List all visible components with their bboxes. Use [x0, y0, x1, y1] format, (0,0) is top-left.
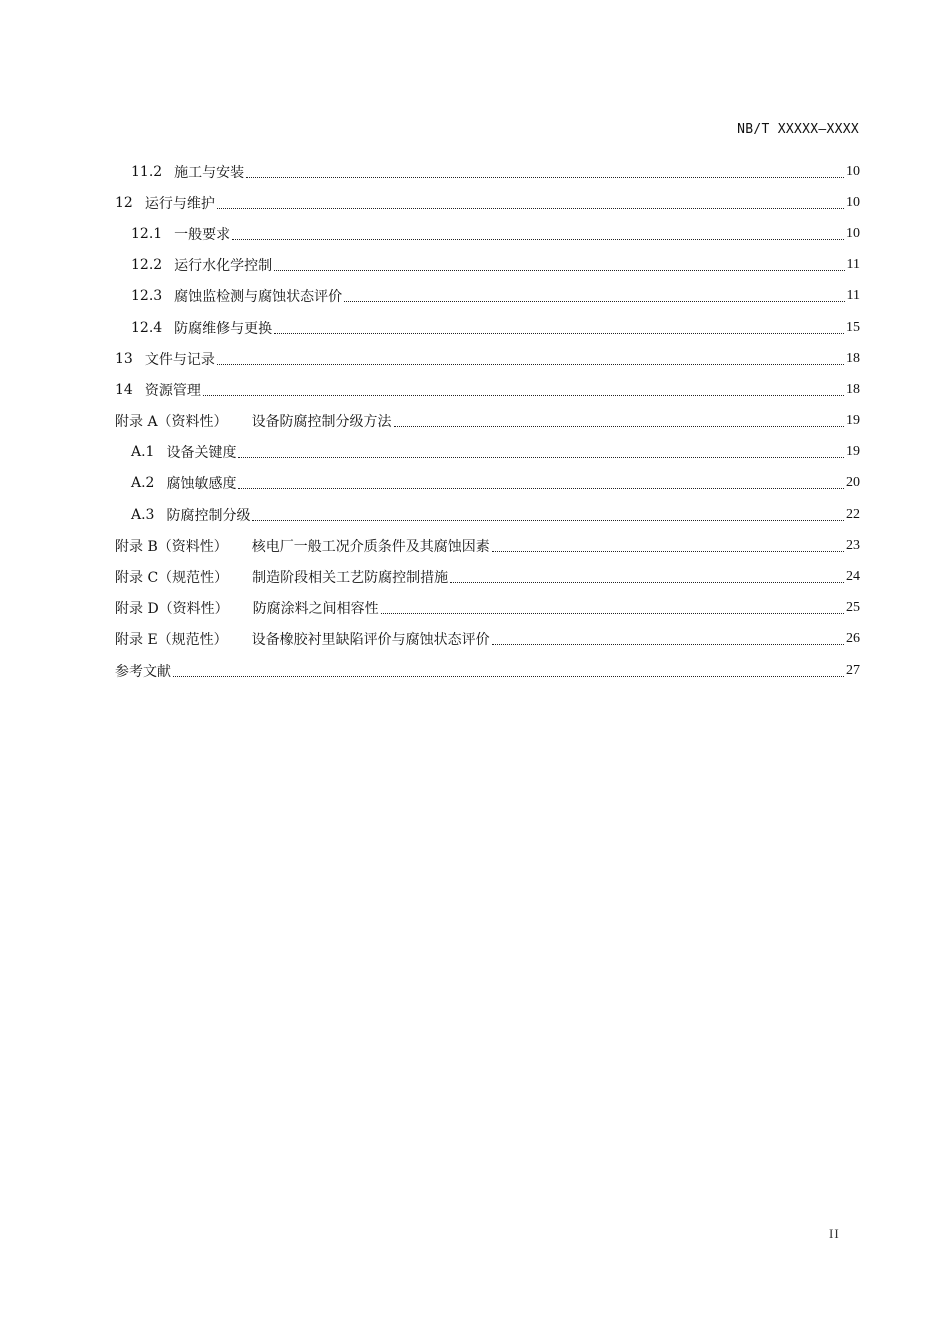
toc-entry-page: 24: [846, 569, 860, 585]
toc-entry-number: 12.3: [131, 288, 163, 305]
toc-leader-dots: [232, 238, 844, 240]
toc-entry-page: 19: [846, 413, 860, 429]
toc-leader-dots: [238, 487, 844, 489]
toc-entry-title: 防腐维修与更换: [174, 320, 273, 337]
toc-entry-appendix-a[interactable]: [115, 406, 860, 437]
toc-leader-dots: [344, 300, 844, 302]
toc-leader-dots: [492, 643, 844, 645]
toc-entry-13[interactable]: [115, 343, 860, 374]
toc-leader-dots: [238, 456, 844, 458]
toc-leader-dots: [217, 363, 844, 365]
toc-entry-number: 12.2: [131, 257, 163, 274]
toc-leader-dots: [394, 425, 844, 427]
toc-entry-page: 20: [846, 475, 860, 491]
toc-entry-number: 12.1: [131, 225, 163, 242]
toc-entry-number: 11.2: [131, 163, 163, 180]
table-of-contents: [115, 156, 860, 686]
toc-entry-page: 10: [846, 225, 860, 241]
toc-entry-page: 11: [846, 257, 860, 273]
toc-entry-page: 22: [846, 506, 860, 522]
toc-entry-title: 腐蚀监检测与腐蚀状态评价: [174, 289, 343, 306]
toc-entry-number: A.3: [131, 506, 155, 523]
toc-entry-number: 附录 E（规范性）: [115, 632, 228, 649]
toc-entry-page: 10: [846, 163, 860, 179]
toc-entry-title: 腐蚀敏感度: [166, 476, 237, 493]
toc-entry-number: 12.4: [131, 319, 163, 336]
toc-leader-dots: [203, 394, 844, 396]
toc-leader-dots: [274, 269, 844, 271]
toc-entry-title: 文件与记录: [144, 351, 215, 368]
toc-entry-12-1[interactable]: [115, 218, 860, 249]
toc-leader-dots: [217, 207, 844, 209]
toc-entry-14[interactable]: [115, 374, 860, 405]
toc-entry-appendix-d[interactable]: [115, 593, 860, 624]
toc-entry-title: 参考文献: [115, 663, 171, 680]
toc-leader-dots: [252, 519, 844, 521]
toc-entry-page: 19: [846, 444, 860, 460]
toc-leader-dots: [246, 176, 844, 178]
toc-entry-title: 施工与安装: [174, 164, 245, 181]
document-number: NB/T XXXXX—XXXX: [737, 122, 859, 137]
toc-entry-title: 资源管理: [144, 382, 201, 399]
toc-entry-number: 14: [115, 381, 133, 398]
toc-leader-dots: [450, 581, 844, 583]
toc-leader-dots: [274, 332, 844, 334]
toc-entry-title: 运行与维护: [144, 195, 215, 212]
toc-entry-title: 核电厂一般工况介质条件及其腐蚀因素: [251, 538, 490, 555]
toc-entry-number: A.1: [131, 444, 155, 461]
toc-entry-a-1[interactable]: [115, 437, 860, 468]
toc-entry-appendix-c[interactable]: [115, 561, 860, 592]
toc-entry-12-3[interactable]: [115, 281, 860, 312]
toc-entry-page: 27: [846, 662, 860, 678]
toc-entry-11-2[interactable]: [115, 156, 860, 187]
toc-entry-page: 15: [846, 319, 860, 335]
toc-entry-number: 13: [115, 350, 133, 367]
toc-entry-number: 附录 D（资料性）: [115, 601, 229, 618]
toc-entry-appendix-e[interactable]: [115, 624, 860, 655]
page-number: II: [829, 1226, 840, 1241]
toc-entry-a-3[interactable]: [115, 499, 860, 530]
toc-entry-page: 11: [846, 288, 860, 304]
toc-entry-number: 附录 C（规范性）: [115, 570, 229, 587]
toc-leader-dots: [492, 550, 844, 552]
toc-leader-dots: [173, 675, 844, 677]
toc-entry-page: 25: [846, 600, 860, 616]
toc-entry-title: 设备橡胶衬里缺陷评价与腐蚀状态评价: [251, 632, 490, 649]
toc-entry-page: 26: [846, 631, 860, 647]
toc-entry-title: 防腐涂料之间相容性: [252, 601, 379, 618]
toc-entry-title: 制造阶段相关工艺防腐控制措施: [252, 570, 449, 587]
toc-entry-title: 防腐控制分级: [166, 507, 251, 524]
toc-entry-12-2[interactable]: [115, 250, 860, 281]
toc-entry-page: 18: [846, 350, 860, 366]
toc-entry-number: 附录 B（资料性）: [115, 538, 228, 555]
toc-entry-12-4[interactable]: [115, 312, 860, 343]
toc-entry-appendix-b[interactable]: [115, 530, 860, 561]
toc-entry-references[interactable]: [115, 655, 860, 686]
toc-entry-number: A.2: [131, 475, 155, 492]
toc-leader-dots: [381, 612, 844, 614]
toc-entry-12[interactable]: [115, 187, 860, 218]
toc-entry-title: 运行水化学控制: [174, 258, 273, 275]
toc-entry-a-2[interactable]: [115, 468, 860, 499]
toc-entry-page: 18: [846, 381, 860, 397]
toc-entry-number: 附录 A（资料性）: [115, 414, 228, 431]
toc-entry-title: 设备防腐控制分级方法: [251, 414, 392, 431]
toc-entry-number: 12: [115, 194, 133, 211]
toc-entry-page: 23: [846, 537, 860, 553]
toc-entry-title: 设备关键度: [166, 445, 237, 462]
toc-entry-page: 10: [846, 194, 860, 210]
toc-entry-title: 一般要求: [174, 226, 231, 243]
